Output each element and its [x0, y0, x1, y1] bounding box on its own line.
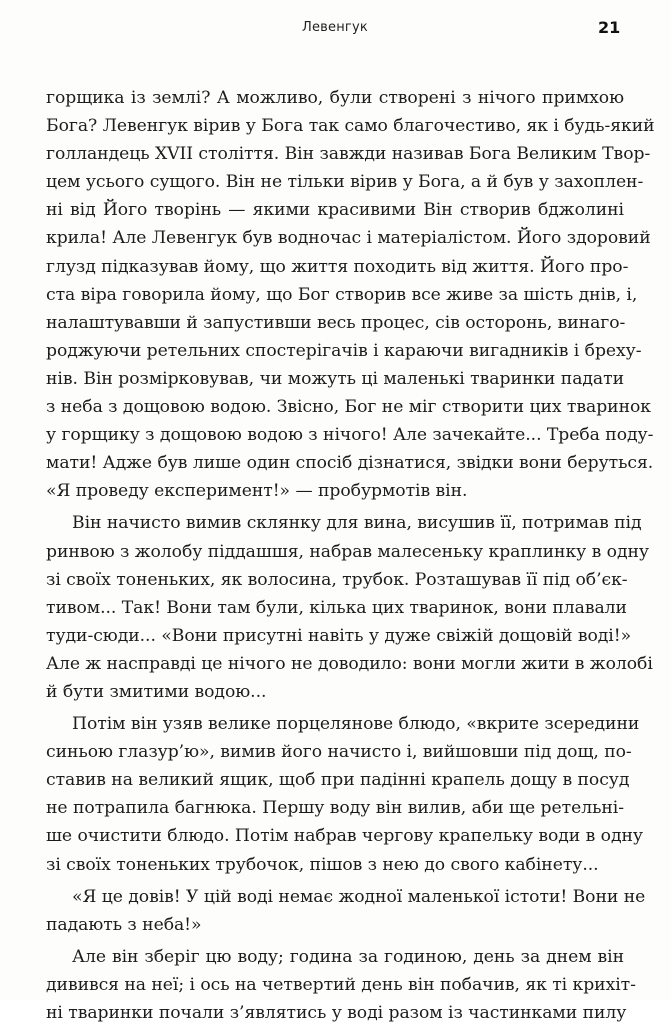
text-line: туди-сюди... «Вони присутні навіть у дуже свіжій дощовій воді!»: [46, 625, 632, 646]
text-line: горщика із землі? А можливо, були створені з нічого примхою: [46, 88, 624, 108]
text-line: голландець XVII століття. Він завжди називав Бога Великим Твор-: [46, 144, 651, 165]
text-line: ні від Його творінь — якими красивими Він створив бджолині: [46, 200, 624, 221]
text-line: мати! Адже був лише один спосіб дізнатися, звідки вони беруться.: [46, 453, 654, 474]
text-line: цем усього сущого. Він не тільки вірив у Бога, а й був у захоплен-: [46, 172, 644, 193]
text-line: «Я проведу експеримент!» — пробурмотів він.: [46, 481, 468, 502]
text-line: Але ж насправді це нічого не доводило: вони могли жити в жолобі: [46, 653, 653, 674]
text-line: роджуючи ретельних спостерігачів і караючи вигадників і бреху-: [46, 340, 642, 361]
text-line: ше очистити блюдо. Потім набрав чергову крапельку води в одну: [46, 826, 643, 847]
running-title: Левенгук: [302, 20, 368, 35]
text-line: ні тваринки почали з’являтись у воді разом із частинками пилу: [46, 1003, 627, 1023]
text-line: зі своїх тоненьких трубочок, пішов з нею до свого кабінету...: [46, 854, 599, 875]
text-line: нів. Він розмірковував, чи можуть ці маленькі тваринки падати: [46, 368, 624, 389]
text-line: налаштувавши й запустивши весь процес, сів осторонь, винаго-: [46, 312, 626, 333]
text-line: синьою глазур’ю», вимив його начисто і, вийшовши під дощ, по-: [46, 742, 632, 763]
running-head: [0, 18, 671, 42]
text-line: з неба з дощовою водою. Звісно, Бог не міг створити цих тваринок: [46, 397, 651, 418]
text-line: Бога? Левенгук вірив у Бога так само благочестиво, як і будь-який: [46, 116, 655, 137]
text-line: «Я це довів! У цій воді немає жодної маленької істоти! Вони не: [72, 886, 646, 907]
text-line: у горщику з дощовою водою з нічого! Але зачекайте... Треба поду-: [46, 425, 654, 446]
text-line: крила! Але Левенгук був водночас і матеріалістом. Його здоровий: [46, 228, 651, 249]
text-line: й бути змитими водою...: [46, 681, 267, 702]
text-line: Потім він узяв велике порцелянове блюдо, «вкрите зсередини: [72, 714, 640, 735]
text-line: глузд підказував йому, що життя походить від життя. Його про-: [46, 256, 629, 277]
text-line: падають з неба!»: [46, 914, 202, 935]
text-line: дивився на неї; і ось на четвертий день він побачив, як ті крихіт-: [46, 974, 636, 995]
text-line: тивом... Так! Вони там були, кілька цих тваринок, вони плавали: [46, 597, 627, 618]
text-line: зі своїх тоненьких, як волосина, трубок. Розташував її під об’єк-: [46, 569, 628, 590]
text-line: Але він зберіг цю воду; година за годиною, день за днем він: [72, 946, 624, 967]
page-number: 21: [598, 18, 621, 37]
text-line: ста віра говорила йому, що Бог створив все живе за шість днів, і,: [46, 284, 638, 305]
body-text: [46, 84, 655, 1027]
text-line: ставив на великий ящик, щоб при падінні крапель дощу в посуд: [46, 770, 630, 791]
text-line: ринвою з жолобу піддашшя, набрав малесеньку краплинку в одну: [46, 541, 649, 562]
text-line: Він начисто вимив склянку для вина, висушив її, потримав під: [72, 513, 642, 534]
text-line: не потрапила багнюка. Першу воду він вилив, аби ще ретельні-: [46, 798, 624, 819]
